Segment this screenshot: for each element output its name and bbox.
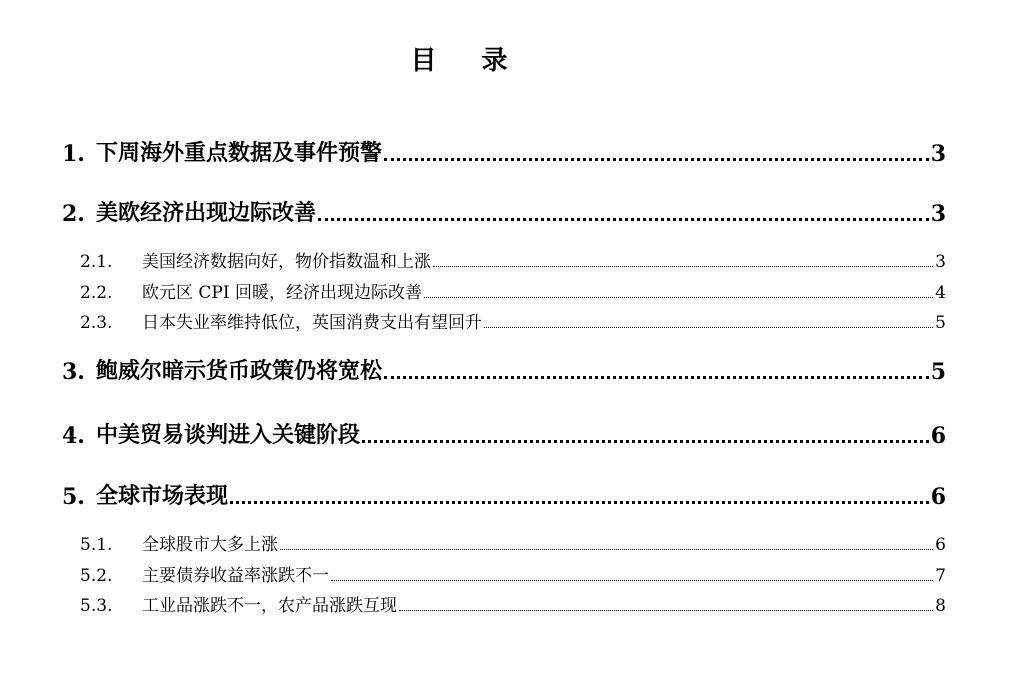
toc-entry-page: 3 <box>935 252 946 272</box>
toc-entry-label: 美欧经济出现边际改善 <box>96 200 317 226</box>
dot-leader <box>362 419 929 449</box>
dot-leader <box>484 309 933 333</box>
toc-entry-label: 工业品涨跌不一，农产品涨跌互现 <box>142 596 397 616</box>
toc-entry-number: 5.3. <box>80 596 113 616</box>
dot-leader <box>424 279 933 303</box>
toc-entry-page: 8 <box>935 596 946 616</box>
toc-entry-page: 3 <box>930 201 946 227</box>
toc-title: 目 录 <box>410 46 526 76</box>
toc-entry-label: 日本失业率维持低位，英国消费支出有望回升 <box>142 313 482 333</box>
toc-entry-5[interactable] <box>62 480 946 510</box>
toc-entry-page: 6 <box>930 484 946 510</box>
toc-entry-label: 鲍威尔暗示货币政策仍将宽松 <box>96 358 383 384</box>
toc-entry-page: 3 <box>930 141 946 167</box>
toc-entry-2-1[interactable] <box>80 248 946 272</box>
dot-leader <box>384 137 929 167</box>
dot-leader <box>280 531 933 555</box>
dot-leader <box>318 197 929 227</box>
toc-entry-3[interactable] <box>62 355 946 385</box>
dot-leader <box>230 480 929 510</box>
toc-entry-label: 美国经济数据向好，物价指数温和上涨 <box>142 252 431 272</box>
toc-entry-number: 3. <box>62 359 85 385</box>
dot-leader <box>433 248 933 272</box>
toc-entry-page: 4 <box>935 283 946 303</box>
toc-entry-number: 5.1. <box>80 535 113 555</box>
toc-entry-label: 欧元区 CPI 回暖，经济出现边际改善 <box>142 283 422 303</box>
toc-entry-page: 5 <box>935 313 946 333</box>
toc-entry-number: 5. <box>62 484 85 510</box>
toc-entry-number: 2. <box>62 201 85 227</box>
dot-leader <box>384 355 929 385</box>
toc-entry-page: 6 <box>930 423 946 449</box>
toc-entry-5-3[interactable] <box>80 592 946 616</box>
toc-entry-number: 5.2. <box>80 566 113 586</box>
toc-entry-2-2[interactable] <box>80 279 946 303</box>
toc-entry-label: 主要债券收益率涨跌不一 <box>142 566 329 586</box>
toc-entry-number: 2.3. <box>80 313 113 333</box>
toc-entry-page: 6 <box>935 535 946 555</box>
toc-entry-number: 2.2. <box>80 283 113 303</box>
toc-entry-page: 7 <box>935 566 946 586</box>
toc-entry-label: 全球股市大多上涨 <box>142 535 278 555</box>
dot-leader <box>399 592 933 616</box>
toc-entry-number: 4. <box>62 423 85 449</box>
toc-entry-1[interactable] <box>62 137 946 167</box>
toc-entry-5-1[interactable] <box>80 531 946 555</box>
toc-entry-2[interactable] <box>62 197 946 227</box>
toc-entry-number: 1. <box>62 141 85 167</box>
toc-entry-5-2[interactable] <box>80 562 946 586</box>
toc-entry-label: 全球市场表现 <box>96 483 229 509</box>
toc-entry-label: 中美贸易谈判进入关键阶段 <box>96 422 361 448</box>
toc-entry-4[interactable] <box>62 419 946 449</box>
toc-entry-2-3[interactable] <box>80 309 946 333</box>
toc-entry-label: 下周海外重点数据及事件预警 <box>96 140 383 166</box>
toc-entry-number: 2.1. <box>80 252 113 272</box>
toc-entry-page: 5 <box>930 359 946 385</box>
dot-leader <box>331 562 933 586</box>
